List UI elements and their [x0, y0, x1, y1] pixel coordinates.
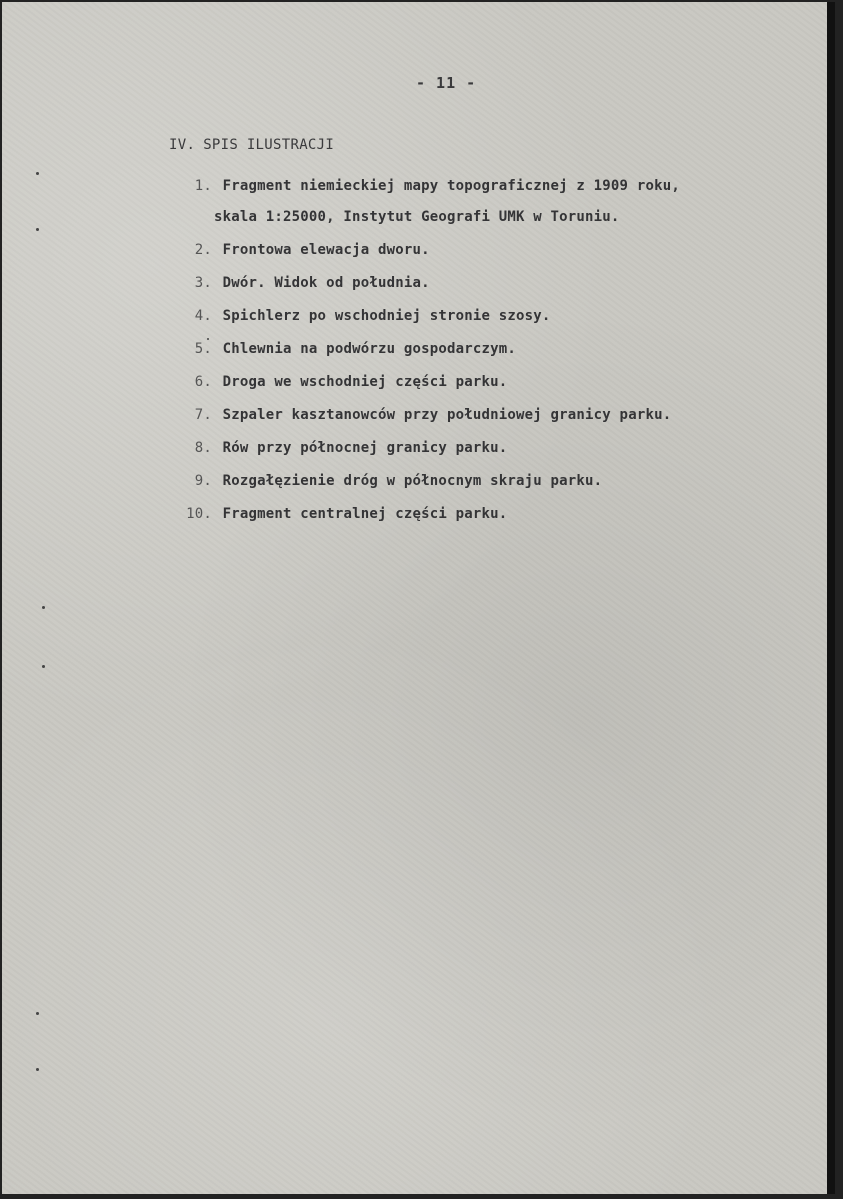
- list-item: [170, 234, 680, 267]
- list-item: [170, 498, 680, 531]
- page-number: - 11 -: [416, 74, 477, 92]
- list-item: [170, 432, 680, 465]
- section-heading: [169, 137, 334, 153]
- item-number: 6.: [194, 374, 212, 390]
- list-item: [170, 300, 680, 333]
- item-text: Fragment centralnej części parku.: [222, 506, 508, 522]
- item-text: Rów przy północnej granicy parku.: [222, 440, 508, 456]
- item-text: Szpaler kasztanowców przy południowej granicy parku.: [222, 407, 672, 423]
- item-text-continuation: skala 1:25000, Instytut Geografi UMK w Toruniu.: [214, 209, 620, 225]
- item-number: 2.: [194, 242, 212, 258]
- document-page: [2, 2, 835, 1194]
- item-number: 8.: [194, 440, 212, 456]
- section-title: SPIS ILUSTRACJI: [203, 137, 335, 153]
- scan-speck: [36, 228, 39, 231]
- scan-speck: [42, 665, 45, 668]
- scan-speck: [36, 1068, 39, 1071]
- item-number: 9.: [194, 473, 212, 489]
- scan-speck: [42, 606, 45, 609]
- item-number: 5.: [194, 341, 212, 357]
- scan-speck: [36, 172, 39, 175]
- scan-speck: [207, 338, 209, 340]
- item-text: Chlewnia na podwórzu gospodarczym.: [222, 341, 517, 357]
- scan-edge: [827, 2, 835, 1194]
- section-numeral: IV.: [169, 137, 196, 153]
- scan-speck: [36, 1012, 39, 1015]
- illustrations-list: [170, 170, 680, 531]
- item-text: Dwór. Widok od południa.: [222, 275, 430, 291]
- list-item: [170, 366, 680, 399]
- item-text: Fragment niemieckiej mapy topograficznej z 1909 roku,: [222, 178, 680, 194]
- item-number: 4.: [194, 308, 212, 324]
- list-item: [170, 170, 680, 234]
- list-item: [170, 399, 680, 432]
- item-number: 1.: [194, 178, 212, 194]
- item-text: Spichlerz po wschodniej stronie szosy.: [222, 308, 551, 324]
- item-text: Droga we wschodniej części parku.: [222, 374, 508, 390]
- item-number: 7.: [194, 407, 212, 423]
- list-item: [170, 333, 680, 366]
- item-text: Frontowa elewacja dworu.: [222, 242, 430, 258]
- item-number: 3.: [194, 275, 212, 291]
- list-item: [170, 465, 680, 498]
- item-number: 10.: [186, 506, 212, 522]
- item-text: Rozgałęzienie dróg w północnym skraju parku.: [222, 473, 603, 489]
- list-item: [170, 267, 680, 300]
